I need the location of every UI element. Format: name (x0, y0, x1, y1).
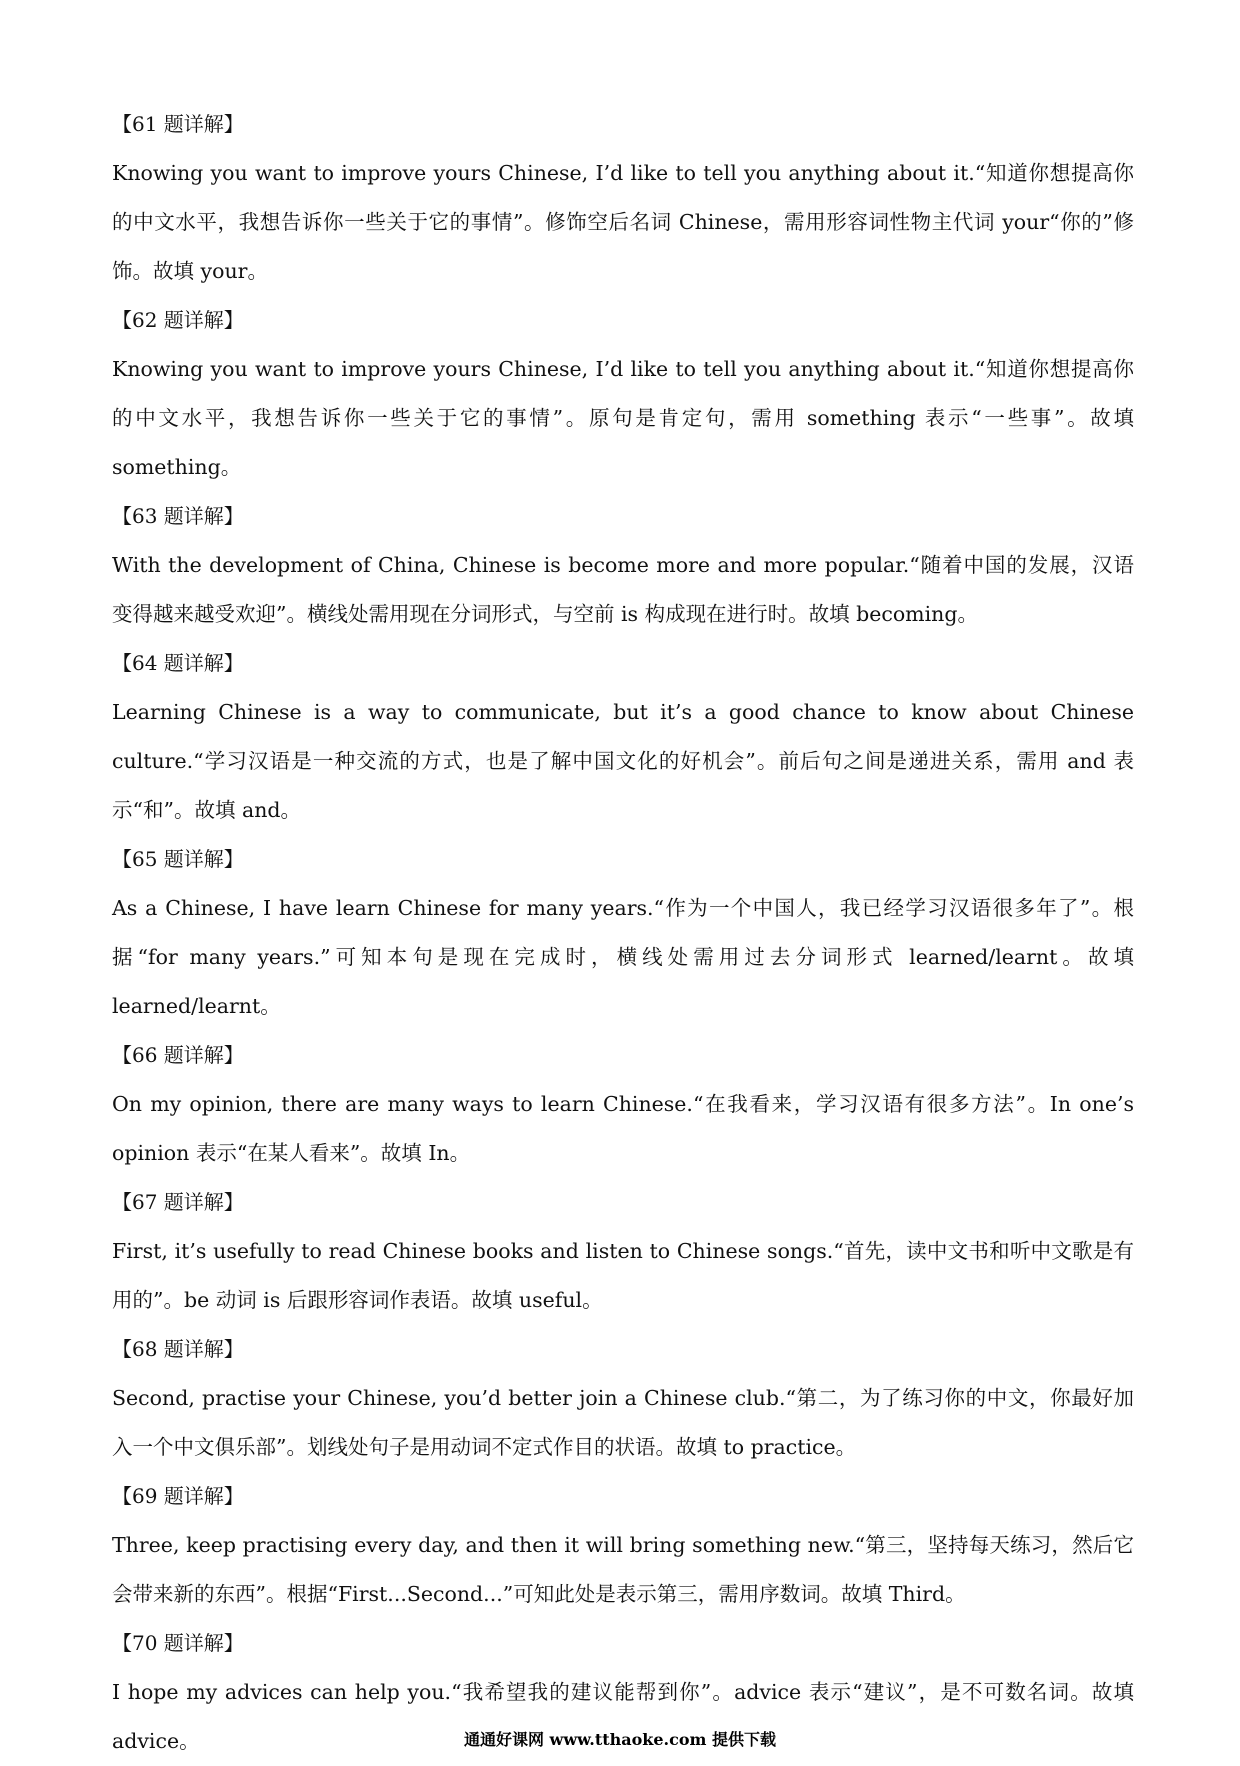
explanation-62 (112, 296, 1134, 492)
explanation-text: Second, practise your Chinese, you’d better join a Chinese club.“第二，为了练习你的中文，你最好加入一个中文俱乐部”。划线处句子是用动词不定式作目的状语。故填 to practice。 (112, 1386, 1134, 1459)
explanation-heading: 【70 题详解】 (112, 1631, 244, 1655)
explanation-text: First, it’s usefully to read Chinese books and listen to Chinese songs.“首先，读中文书和听中文歌是有用的”。be 动词 is 后跟形容词作表语。故填 useful。 (112, 1239, 1134, 1312)
explanation-heading: 【62 题详解】 (112, 308, 244, 332)
explanation-text: Knowing you want to improve yours Chinese, I’d like to tell you anything about it.“知道你想提高你的中文水平，我想告诉你一些关于它的事情”。修饰空后名词 Chinese，需用形容词性物主代词 your“你的”修饰。故填 your。 (112, 161, 1135, 283)
explanation-heading: 【63 题详解】 (112, 504, 244, 528)
explanation-69 (112, 1472, 1134, 1619)
explanation-68 (112, 1325, 1134, 1472)
explanation-heading: 【61 题详解】 (112, 112, 244, 136)
explanation-64 (112, 639, 1134, 835)
explanation-heading: 【67 题详解】 (112, 1190, 244, 1214)
explanation-heading: 【68 题详解】 (112, 1337, 244, 1361)
page-footer: 通通好课网 www.tthaoke.com 提供下载 (463, 1730, 777, 1749)
explanation-text: Knowing you want to improve yours Chinese, I’d like to tell you anything about it.“知道你想提高你的中文水平，我想告诉你一些关于它的事情”。原句是肯定句，需用 something 表示“一些事”。故填 something。 (112, 357, 1134, 479)
explanation-text: With the development of China, Chinese is become more and more popular.“随着中国的发展，汉语变得越来越受欢迎”。横线处需用现在分词形式，与空前 is 构成现在进行时。故填 becoming。 (112, 553, 1134, 626)
explanation-67 (112, 1178, 1134, 1325)
explanation-66 (112, 1031, 1134, 1178)
explanation-text: On my opinion, there are many ways to learn Chinese.“在我看来，学习汉语有很多方法”。In one’s opinion 表示“在某人看来”。故填 In。 (112, 1092, 1134, 1165)
explanation-61 (112, 100, 1134, 296)
explanation-heading: 【66 题详解】 (112, 1043, 244, 1067)
explanation-text: I hope my advices can help you.“我希望我的建议能帮到你”。advice 表示“建议”，是不可数名词。故填 advice。 (112, 1680, 1134, 1753)
answer-explanations (112, 100, 1134, 1766)
explanation-65 (112, 835, 1134, 1031)
explanation-heading: 【65 题详解】 (112, 847, 244, 871)
explanation-63 (112, 492, 1134, 639)
explanation-text: Learning Chinese is a way to communicate, but it’s a good chance to know about Chinese culture.“学习汉语是一种交流的方式，也是了解中国文化的好机会”。前后句之间是递进关系，需用 and 表示“和”。故填 and。 (112, 700, 1134, 822)
explanation-text: Three, keep practising every day, and then it will bring something new.“第三，坚持每天练习，然后它会带来新的东西”。根据“First...Second...”可知此处是表示第三，需用序数词。故填 Third。 (112, 1533, 1134, 1606)
explanation-heading: 【64 题详解】 (112, 651, 244, 675)
explanation-text: As a Chinese, I have learn Chinese for many years.“作为一个中国人，我已经学习汉语很多年了”。根据“for many years.”可知本句是现在完成时，横线处需用过去分词形式 learned/learnt。故填 learned/learnt。 (112, 896, 1134, 1018)
explanation-heading: 【69 题详解】 (112, 1484, 244, 1508)
